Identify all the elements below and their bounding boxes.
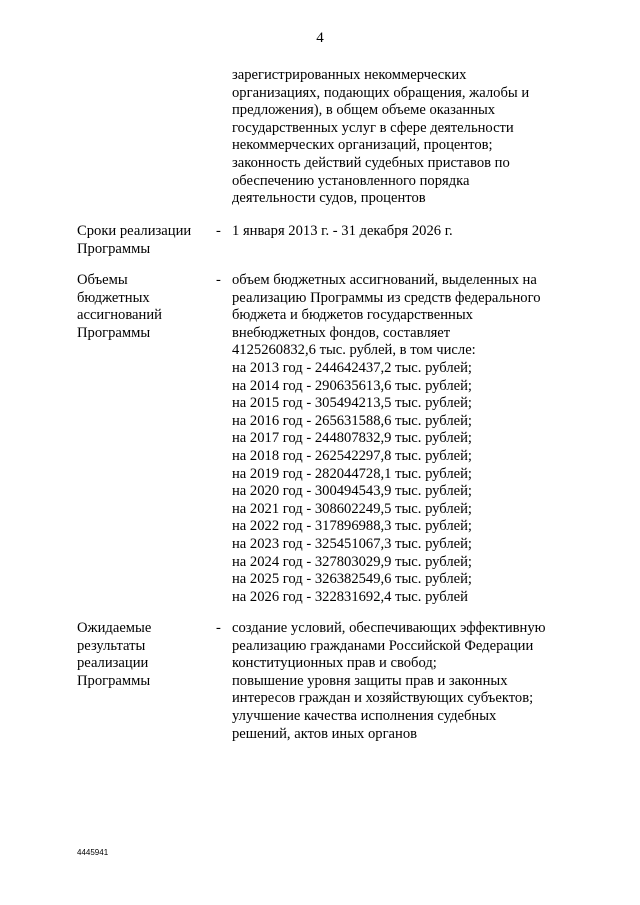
text-line: реализацию гражданами Российской Федерации	[232, 637, 534, 654]
section-label-results	[77, 620, 151, 690]
text-line: улучшение качества исполнения судебных	[232, 707, 497, 724]
label-line: результаты	[77, 637, 146, 654]
label-line: Программы	[77, 324, 151, 341]
text-line: на 2021 год - 308602249,5 тыс. рублей;	[232, 500, 472, 517]
text-line: решений, актов иных органов	[232, 725, 418, 742]
text-line: на 2022 год - 317896988,3 тыс. рублей;	[232, 518, 472, 535]
text-line: организациях, подающих обращения, жалобы и	[232, 84, 530, 101]
section-dash: -	[216, 272, 221, 288]
text-line: на 2024 год - 327803029,9 тыс. рублей;	[232, 553, 472, 570]
text-line: объем бюджетных ассигнований, выделенных на	[232, 272, 537, 288]
text-line: на 2014 год - 290635613,6 тыс. рублей;	[232, 377, 472, 394]
label-line: Ожидаемые	[77, 620, 152, 636]
section-label-budget	[77, 272, 162, 342]
text-line: государственных услуг в сфере деятельности	[232, 119, 514, 136]
text-line: повышение уровня защиты прав и законных	[232, 672, 508, 689]
text-line: создание условий, обеспечивающих эффективную	[232, 620, 546, 636]
text-line: на 2013 год - 244642437,2 тыс. рублей;	[232, 359, 472, 376]
section-label-period	[77, 223, 191, 258]
text-line: 4125260832,6 тыс. рублей, в том числе:	[232, 342, 476, 359]
text-line: зарегистрированных некоммерческих	[232, 67, 467, 83]
text-line: на 2016 год - 265631588,6 тыс. рублей;	[232, 412, 472, 429]
section-content-period	[232, 223, 453, 241]
text-line: на 2019 год - 282044728,1 тыс. рублей;	[232, 465, 472, 482]
text-line: на 2018 год - 262542297,8 тыс. рублей;	[232, 447, 472, 464]
label-line: ассигнований	[77, 307, 162, 324]
continuation-text	[232, 67, 529, 208]
section-content-results	[232, 620, 546, 743]
text-line: предложения), в общем объеме оказанных	[232, 102, 496, 119]
text-line: конституционных прав и свобод;	[232, 655, 437, 672]
text-line: реализацию Программы из средств федерального	[232, 289, 541, 306]
text-line: законность действий судебных приставов по	[232, 154, 510, 171]
text-line: на 2015 год - 305494213,5 тыс. рублей;	[232, 395, 472, 412]
text-line: интересов граждан и хозяйствующих субъектов;	[232, 690, 534, 707]
page-number: 4	[316, 30, 324, 46]
text-line: на 2020 год - 300494543,9 тыс. рублей;	[232, 483, 472, 500]
text-line: 1 января 2013 г. - 31 декабря 2026 г.	[232, 223, 453, 239]
section-dash: -	[216, 223, 221, 239]
label-line: реализации	[77, 655, 149, 672]
text-line: на 2025 год - 326382549,6 тыс. рублей;	[232, 571, 472, 588]
label-line: Объемы	[77, 272, 128, 288]
text-line: обеспечению установленного порядка	[232, 172, 470, 189]
text-line: деятельности судов, процентов	[232, 190, 426, 207]
text-line: на 2023 год - 325451067,3 тыс. рублей;	[232, 535, 472, 552]
text-line: на 2026 год - 322831692,4 тыс. рублей	[232, 588, 468, 605]
label-line: Сроки реализации	[77, 223, 192, 239]
label-line: Программы	[77, 672, 151, 689]
text-line: внебюджетных фондов, составляет	[232, 324, 451, 341]
text-line: на 2017 год - 244807832,9 тыс. рублей;	[232, 430, 472, 447]
document-code: 4445941	[77, 848, 109, 857]
text-line: бюджета и бюджетов государственных	[232, 307, 473, 324]
text-line: некоммерческих организаций, процентов;	[232, 137, 493, 154]
label-line: Программы	[77, 240, 151, 257]
section-content-budget	[232, 272, 541, 606]
label-line: бюджетных	[77, 289, 150, 306]
section-dash: -	[216, 620, 221, 636]
